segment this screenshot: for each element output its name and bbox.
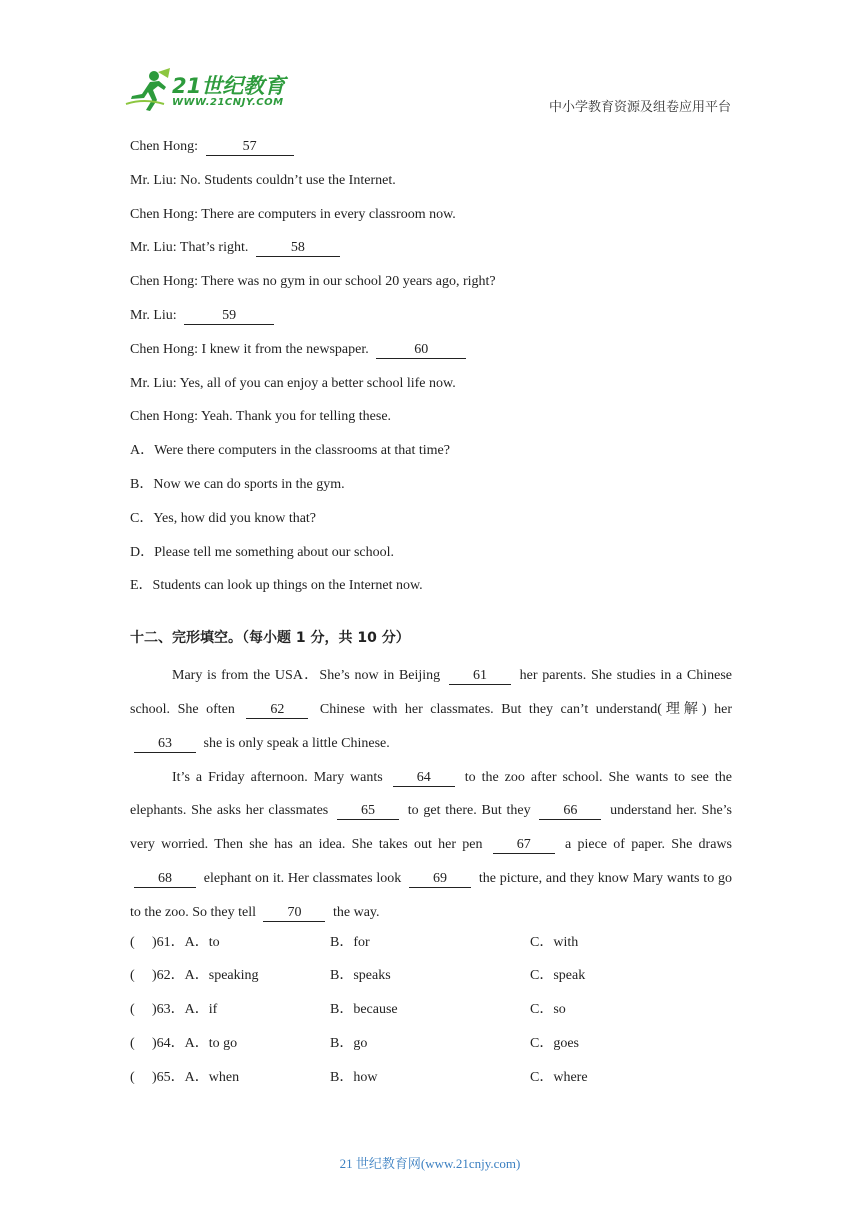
passage-paragraph-2 bbox=[130, 761, 732, 930]
passage-text: a piece of paper. She draws bbox=[558, 837, 732, 853]
cloze-blank[interactable]: 63 bbox=[134, 736, 196, 753]
dialogue-line bbox=[130, 371, 732, 405]
runner-icon bbox=[124, 68, 172, 114]
passage-text: she is only speak a little Chinese. bbox=[200, 735, 390, 751]
choice-option: B．Now we can do sports in the gym. bbox=[130, 476, 345, 492]
option-c: C．goes bbox=[530, 1035, 579, 1051]
option-b: B．for bbox=[330, 934, 370, 950]
cloze-blank[interactable]: 70 bbox=[263, 905, 325, 922]
dialogue-text: Chen Hong: bbox=[130, 139, 202, 154]
answer-blank[interactable]: 58 bbox=[256, 240, 340, 257]
passage-text: to the zoo after school. She wants to see the elephants. She asks her classmates bbox=[130, 769, 732, 819]
choice-list bbox=[130, 438, 732, 607]
cloze-blank[interactable]: 61 bbox=[449, 668, 511, 685]
option-c: C．so bbox=[530, 1002, 566, 1018]
choice-option: A．Were there computers in the classrooms at that time? bbox=[130, 443, 450, 459]
dialogue-line bbox=[130, 303, 732, 337]
dialogue-line bbox=[130, 168, 732, 202]
answer-paren[interactable]: ( bbox=[130, 1035, 135, 1051]
option-c: C．where bbox=[530, 1069, 588, 1085]
question-row bbox=[130, 1031, 732, 1065]
dialogue-line bbox=[130, 134, 732, 168]
option-a: )64．A．to go bbox=[152, 1035, 238, 1051]
dialogue-text: Chen Hong: There was no gym in our school 20 years ago, right? bbox=[130, 274, 496, 290]
cloze-blank[interactable]: 69 bbox=[409, 871, 471, 888]
answer-paren[interactable]: ( bbox=[130, 968, 135, 984]
dialogue-text: Chen Hong: Yeah. Thank you for telling these. bbox=[130, 409, 392, 425]
option-a: )63．A．if bbox=[152, 1002, 218, 1018]
choice-option: C．Yes, how did you know that? bbox=[130, 510, 317, 526]
option-b: B．go bbox=[330, 1035, 368, 1051]
cloze-blank[interactable]: 62 bbox=[246, 702, 308, 719]
cloze-blank[interactable]: 65 bbox=[337, 803, 399, 820]
option-b: B．how bbox=[330, 1069, 378, 1085]
option-c: C．speak bbox=[530, 968, 586, 984]
page-footer[interactable]: 21 世纪教育网(www.21cnjy.com) bbox=[339, 1156, 521, 1171]
section-title: 十二、完形填空。（每小题 1 分，共 10 分） bbox=[130, 630, 410, 647]
dialogue-line bbox=[130, 235, 732, 269]
platform-tagline: 中小学教育资源及组卷应用平台 bbox=[548, 100, 731, 115]
option-b: B．speaks bbox=[330, 968, 391, 984]
answer-blank[interactable]: 60 bbox=[376, 342, 466, 359]
cloze-blank[interactable]: 66 bbox=[539, 803, 601, 820]
choice-option: D．Please tell me something about our school. bbox=[130, 544, 395, 560]
passage-text: her parents. She studies in a Chinese school. She often bbox=[130, 668, 733, 717]
passage-text: Chinese with her classmates. But they can’t understand(理解) her bbox=[312, 701, 732, 717]
passage-text: Mary is from the USA．She’s now in Beijing bbox=[172, 668, 445, 684]
dialogue-text: Mr. Liu: Yes, all of you can enjoy a better school life now. bbox=[130, 375, 456, 391]
cloze-blank[interactable]: 68 bbox=[134, 871, 196, 888]
question-row bbox=[130, 997, 732, 1031]
dialogue-text: Mr. Liu: bbox=[130, 307, 181, 323]
cloze-blank[interactable]: 67 bbox=[493, 837, 555, 854]
option-b: B．because bbox=[330, 1002, 398, 1018]
question-row bbox=[130, 930, 732, 964]
option-a: )62．A．speaking bbox=[152, 968, 259, 984]
dialogue-line bbox=[130, 404, 732, 438]
passage-text: It’s a Friday afternoon. Mary wants bbox=[172, 769, 389, 785]
page-header bbox=[0, 0, 860, 130]
exam-content bbox=[130, 134, 732, 1099]
logo-text: 21世纪教育 bbox=[172, 74, 286, 98]
passage-text: the way. bbox=[329, 904, 380, 920]
dialogue-text: Chen Hong: There are computers in every classroom now. bbox=[130, 206, 456, 222]
answer-blank[interactable]: 57 bbox=[206, 139, 294, 156]
cloze-blank[interactable]: 64 bbox=[393, 770, 455, 787]
answer-paren[interactable]: ( bbox=[130, 1002, 135, 1018]
answer-paren[interactable]: ( bbox=[130, 1069, 135, 1085]
dialogue-line bbox=[130, 269, 732, 303]
answer-paren[interactable]: ( bbox=[130, 934, 135, 950]
dialogue-text: Chen Hong: I knew it from the newspaper. bbox=[130, 341, 373, 357]
option-a: )61．A．to bbox=[152, 934, 220, 950]
dialogue-line bbox=[130, 202, 732, 236]
dialogue-text: Mr. Liu: That’s right. bbox=[130, 240, 252, 256]
passage-text: understand her. She’s very worried. Then she has an idea. She takes out her pen bbox=[130, 803, 732, 853]
question-list bbox=[130, 930, 732, 1099]
option-c: C．with bbox=[530, 934, 579, 950]
option-a: )65．A．when bbox=[152, 1069, 240, 1085]
passage-text: elephant on it. Her classmates look bbox=[200, 870, 406, 886]
question-row bbox=[130, 963, 732, 997]
dialogue-text: Mr. Liu: No. Students couldn’t use the Internet. bbox=[130, 172, 396, 188]
dialogue-line bbox=[130, 337, 732, 371]
passage-paragraph-1 bbox=[130, 659, 732, 760]
logo-url: WWW.21CNJY.COM bbox=[172, 97, 284, 108]
question-row bbox=[130, 1065, 732, 1099]
choice-option: E．Students can look up things on the Internet now. bbox=[130, 578, 423, 594]
site-logo[interactable] bbox=[124, 68, 294, 116]
answer-blank[interactable]: 59 bbox=[184, 308, 274, 325]
dialogue-section bbox=[130, 134, 732, 438]
passage-text: the picture, and they know Mary wants to go to the zoo. So they tell bbox=[130, 870, 732, 920]
passage-text: to get there. But they bbox=[403, 803, 536, 819]
